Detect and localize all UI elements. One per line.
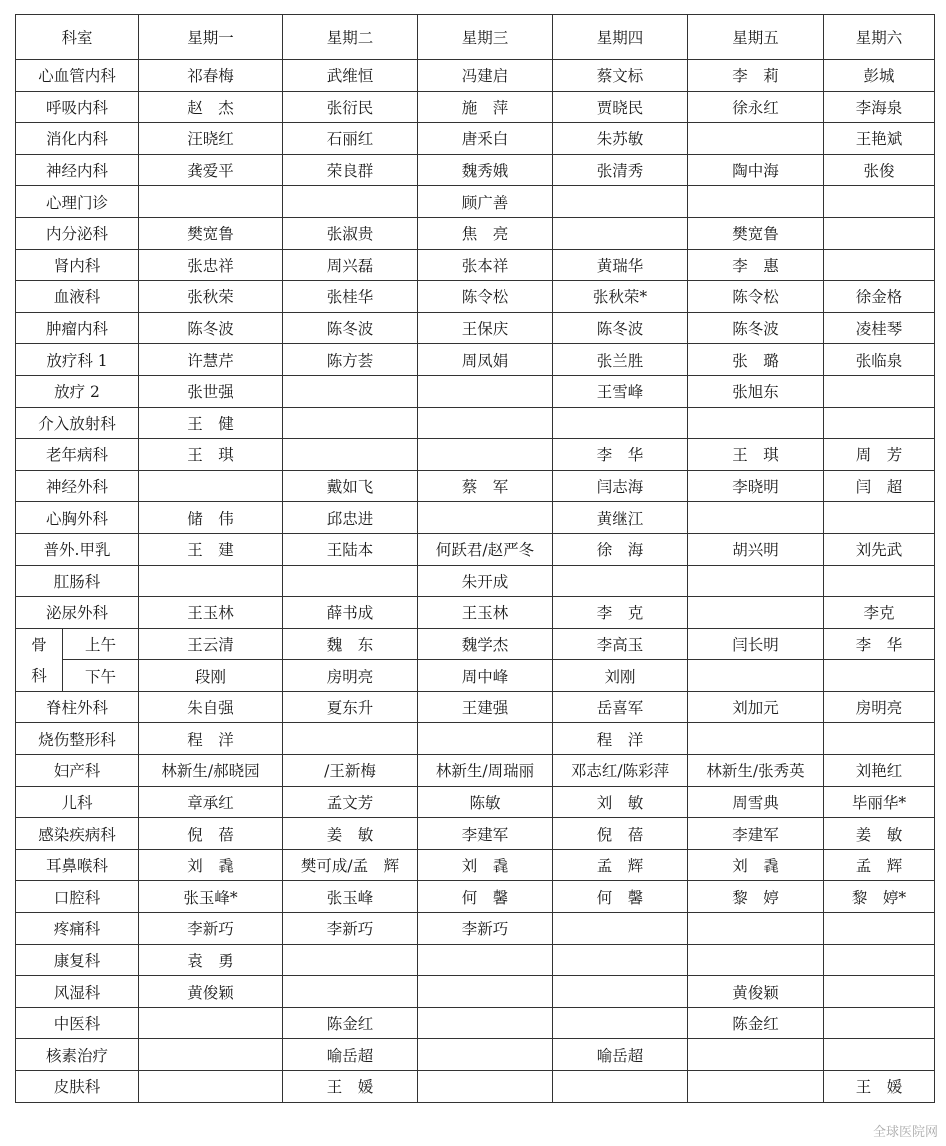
doctor-cell: 李 惠 [688, 249, 824, 281]
doctor-cell: 李克 [824, 597, 935, 629]
doctor-cell: 周雪典 [688, 786, 824, 818]
doctor-cell: 孟 辉 [824, 849, 935, 881]
doctor-cell: 储 伟 [139, 502, 283, 534]
department-name: 感染疾病科 [16, 818, 139, 850]
schedule-row [16, 944, 935, 976]
doctor-cell: 胡兴明 [688, 533, 824, 565]
department-name: 血液科 [16, 281, 139, 313]
doctor-cell: 李晓明 [688, 470, 824, 502]
doctor-cell [688, 186, 824, 218]
doctor-cell: 张清秀 [553, 154, 688, 186]
doctor-cell: 章承红 [139, 786, 283, 818]
doctor-cell [283, 439, 418, 471]
schedule-row [16, 123, 935, 155]
doctor-cell: 程 洋 [553, 723, 688, 755]
schedule-row [16, 881, 935, 913]
doctor-cell [283, 976, 418, 1008]
doctor-cell [418, 1039, 553, 1071]
doctor-cell: 黄俊颖 [139, 976, 283, 1008]
doctor-cell: 陈冬波 [688, 312, 824, 344]
schedule-row [16, 849, 935, 881]
doctor-cell: 刘先武 [824, 533, 935, 565]
doctor-cell: 祁春梅 [139, 60, 283, 92]
doctor-cell [553, 565, 688, 597]
doctor-cell [139, 186, 283, 218]
doctor-cell [418, 407, 553, 439]
doctor-cell: 喻岳超 [283, 1039, 418, 1071]
doctor-cell [824, 1007, 935, 1039]
schedule-row [16, 217, 935, 249]
doctor-cell [553, 407, 688, 439]
doctor-cell: 王 媛 [824, 1071, 935, 1103]
schedule-row [16, 312, 935, 344]
doctor-cell [553, 913, 688, 945]
doctor-cell [283, 723, 418, 755]
doctor-cell [688, 123, 824, 155]
doctor-cell [824, 565, 935, 597]
doctor-cell: 黎 婷 [688, 881, 824, 913]
doctor-cell: 喻岳超 [553, 1039, 688, 1071]
doctor-cell: 李 华 [553, 439, 688, 471]
department-name-bone-top: 骨 [16, 628, 63, 660]
doctor-cell: 王 琪 [688, 439, 824, 471]
doctor-cell: 张桂华 [283, 281, 418, 313]
schedule-row [16, 154, 935, 186]
doctor-cell: 张玉峰* [139, 881, 283, 913]
department-name: 肿瘤内科 [16, 312, 139, 344]
department-name: 普外.甲乳 [16, 533, 139, 565]
department-name: 放疗 2 [16, 375, 139, 407]
doctor-cell: 张秋荣 [139, 281, 283, 313]
department-name: 口腔科 [16, 881, 139, 913]
doctor-cell: 魏 东 [283, 628, 418, 660]
department-name: 介入放射科 [16, 407, 139, 439]
doctor-cell: 李新巧 [418, 913, 553, 945]
header-day: 星期一 [139, 15, 283, 60]
schedule-row-bone-pm [16, 660, 935, 692]
doctor-cell: 汪晓红 [139, 123, 283, 155]
doctor-cell: 段刚 [139, 660, 283, 692]
doctor-cell [824, 660, 935, 692]
doctor-cell [553, 944, 688, 976]
department-name: 儿科 [16, 786, 139, 818]
schedule-row [16, 913, 935, 945]
doctor-cell: 黎 婷* [824, 881, 935, 913]
doctor-cell: 闫志海 [553, 470, 688, 502]
doctor-cell: 王陆本 [283, 533, 418, 565]
doctor-cell: 刘 敏 [553, 786, 688, 818]
doctor-cell: 李 克 [553, 597, 688, 629]
doctor-cell: 何 馨 [418, 881, 553, 913]
doctor-cell [688, 1071, 824, 1103]
doctor-cell: 徐金格 [824, 281, 935, 313]
doctor-cell [688, 565, 824, 597]
doctor-cell [824, 217, 935, 249]
doctor-cell [418, 976, 553, 1008]
doctor-cell: 李新巧 [139, 913, 283, 945]
doctor-cell: 何跃君/赵严冬 [418, 533, 553, 565]
doctor-cell [283, 407, 418, 439]
doctor-cell: 彭城 [824, 60, 935, 92]
doctor-cell: 袁 勇 [139, 944, 283, 976]
doctor-cell: 孟 辉 [553, 849, 688, 881]
doctor-cell: 刘 毳 [688, 849, 824, 881]
doctor-cell: 张本祥 [418, 249, 553, 281]
department-name: 心血管内科 [16, 60, 139, 92]
doctor-cell [553, 976, 688, 1008]
doctor-cell: 王 建 [139, 533, 283, 565]
doctor-cell: 武维恒 [283, 60, 418, 92]
doctor-cell: 陈令松 [688, 281, 824, 313]
department-name: 消化内科 [16, 123, 139, 155]
doctor-cell [283, 186, 418, 218]
schedule-row [16, 407, 935, 439]
schedule-row [16, 786, 935, 818]
doctor-cell: 刘 毳 [139, 849, 283, 881]
doctor-cell: 陈冬波 [283, 312, 418, 344]
doctor-cell: 李建军 [418, 818, 553, 850]
doctor-cell: 王玉林 [139, 597, 283, 629]
doctor-cell: 蔡 军 [418, 470, 553, 502]
doctor-cell: 徐 海 [553, 533, 688, 565]
schedule-row [16, 502, 935, 534]
schedule-row [16, 597, 935, 629]
doctor-cell: 朱自强 [139, 691, 283, 723]
doctor-cell: 陈方荟 [283, 344, 418, 376]
doctor-cell: 闫长明 [688, 628, 824, 660]
doctor-cell: 徐永红 [688, 91, 824, 123]
doctor-cell: 王 琪 [139, 439, 283, 471]
doctor-cell: 黄瑞华 [553, 249, 688, 281]
doctor-cell [824, 375, 935, 407]
doctor-cell [139, 1039, 283, 1071]
doctor-cell: 荣良群 [283, 154, 418, 186]
schedule-row [16, 1039, 935, 1071]
doctor-cell [139, 565, 283, 597]
doctor-cell: 蔡文标 [553, 60, 688, 92]
doctor-cell: 樊宽鲁 [139, 217, 283, 249]
doctor-cell: 李高玉 [553, 628, 688, 660]
doctor-cell: 张玉峰 [283, 881, 418, 913]
doctor-cell: 张俊 [824, 154, 935, 186]
department-name: 烧伤整形科 [16, 723, 139, 755]
doctor-cell: 凌桂琴 [824, 312, 935, 344]
doctor-cell: 薛书成 [283, 597, 418, 629]
schedule-row [16, 60, 935, 92]
schedule-row [16, 818, 935, 850]
doctor-cell [283, 944, 418, 976]
doctor-cell [688, 597, 824, 629]
doctor-cell: 孟文芳 [283, 786, 418, 818]
doctor-cell: 陈冬波 [553, 312, 688, 344]
watermark-logo: 全球医院网 [872, 1125, 938, 1140]
department-name: 中医科 [16, 1007, 139, 1039]
doctor-cell [139, 1071, 283, 1103]
department-name: 老年病科 [16, 439, 139, 471]
department-name: 皮肤科 [16, 1071, 139, 1103]
doctor-cell: 樊宽鲁 [688, 217, 824, 249]
doctor-cell: 魏秀娥 [418, 154, 553, 186]
department-name: 放疗科 1 [16, 344, 139, 376]
doctor-cell: /王新梅 [283, 755, 418, 787]
doctor-cell [418, 502, 553, 534]
doctor-cell: 岳喜军 [553, 691, 688, 723]
doctor-cell [283, 565, 418, 597]
schedule-row [16, 249, 935, 281]
doctor-cell: 张衍民 [283, 91, 418, 123]
doctor-cell [688, 944, 824, 976]
department-name: 泌尿外科 [16, 597, 139, 629]
schedule-row [16, 755, 935, 787]
header-row [16, 15, 935, 60]
doctor-cell: 唐釆白 [418, 123, 553, 155]
doctor-cell [824, 976, 935, 1008]
doctor-cell: 刘 毳 [418, 849, 553, 881]
header-day: 星期二 [283, 15, 418, 60]
doctor-cell: 周 芳 [824, 439, 935, 471]
doctor-cell [139, 1007, 283, 1039]
schedule-row [16, 691, 935, 723]
doctor-cell [139, 470, 283, 502]
department-name: 心理门诊 [16, 186, 139, 218]
doctor-cell: 张世强 [139, 375, 283, 407]
doctor-cell: 刘加元 [688, 691, 824, 723]
schedule-row [16, 470, 935, 502]
doctor-cell [824, 1039, 935, 1071]
doctor-cell: 刘艳红 [824, 755, 935, 787]
doctor-cell: 石丽红 [283, 123, 418, 155]
schedule-row [16, 375, 935, 407]
doctor-cell: 焦 亮 [418, 217, 553, 249]
doctor-cell: 张淑贵 [283, 217, 418, 249]
doctor-cell: 施 萍 [418, 91, 553, 123]
schedule-row [16, 281, 935, 313]
header-day: 星期四 [553, 15, 688, 60]
doctor-cell: 张秋荣* [553, 281, 688, 313]
doctor-cell: 姜 敏 [283, 818, 418, 850]
schedule-row [16, 186, 935, 218]
doctor-cell: 贾晓民 [553, 91, 688, 123]
doctor-cell [688, 1039, 824, 1071]
schedule-row [16, 1007, 935, 1039]
department-name: 肾内科 [16, 249, 139, 281]
doctor-cell [418, 1007, 553, 1039]
department-name: 核素治疗 [16, 1039, 139, 1071]
doctor-cell: 张 璐 [688, 344, 824, 376]
session-label-am: 上午 [63, 628, 139, 660]
doctor-cell [418, 375, 553, 407]
doctor-cell: 房明亮 [824, 691, 935, 723]
doctor-cell: 王 媛 [283, 1071, 418, 1103]
doctor-cell [688, 913, 824, 945]
doctor-cell: 李海泉 [824, 91, 935, 123]
doctor-cell [824, 502, 935, 534]
doctor-cell: 王云清 [139, 628, 283, 660]
doctor-cell: 何 馨 [553, 881, 688, 913]
schedule-row [16, 91, 935, 123]
department-name: 内分泌科 [16, 217, 139, 249]
doctor-cell: 倪 蓓 [553, 818, 688, 850]
doctor-cell [418, 1071, 553, 1103]
doctor-cell: 房明亮 [283, 660, 418, 692]
doctor-cell: 张旭东 [688, 375, 824, 407]
doctor-cell: 姜 敏 [824, 818, 935, 850]
doctor-cell: 刘刚 [553, 660, 688, 692]
doctor-cell: 陈冬波 [139, 312, 283, 344]
schedule-row-bone-am [16, 628, 935, 660]
doctor-cell: 邱忠进 [283, 502, 418, 534]
doctor-cell: 冯建启 [418, 60, 553, 92]
department-name: 神经内科 [16, 154, 139, 186]
schedule-row [16, 1071, 935, 1103]
schedule-row [16, 976, 935, 1008]
doctor-cell [418, 439, 553, 471]
doctor-cell [553, 1007, 688, 1039]
doctor-cell [824, 723, 935, 755]
doctor-cell: 李 华 [824, 628, 935, 660]
doctor-cell: 张临泉 [824, 344, 935, 376]
doctor-cell: 王 健 [139, 407, 283, 439]
doctor-cell: 李建军 [688, 818, 824, 850]
doctor-cell: 闫 超 [824, 470, 935, 502]
doctor-cell [688, 407, 824, 439]
doctor-cell: 王雪峰 [553, 375, 688, 407]
doctor-cell: 林新生/周瑞丽 [418, 755, 553, 787]
doctor-cell: 李 莉 [688, 60, 824, 92]
doctor-cell: 周兴磊 [283, 249, 418, 281]
header-day: 星期三 [418, 15, 553, 60]
doctor-cell [283, 375, 418, 407]
doctor-cell: 周中峰 [418, 660, 553, 692]
doctor-cell [553, 1071, 688, 1103]
doctor-cell: 朱开成 [418, 565, 553, 597]
schedule-row [16, 344, 935, 376]
doctor-cell: 朱苏敏 [553, 123, 688, 155]
department-name: 心胸外科 [16, 502, 139, 534]
doctor-cell: 魏学杰 [418, 628, 553, 660]
department-name: 肛肠科 [16, 565, 139, 597]
doctor-cell [553, 186, 688, 218]
doctor-cell: 程 洋 [139, 723, 283, 755]
doctor-cell [824, 913, 935, 945]
header-department: 科室 [16, 15, 139, 60]
doctor-cell: 林新生/张秀英 [688, 755, 824, 787]
doctor-cell [418, 944, 553, 976]
doctor-cell: 黄继江 [553, 502, 688, 534]
doctor-cell: 陈令松 [418, 281, 553, 313]
duty-schedule-table [15, 14, 935, 1103]
doctor-cell: 顾广善 [418, 186, 553, 218]
doctor-cell: 许慧芹 [139, 344, 283, 376]
doctor-cell: 张忠祥 [139, 249, 283, 281]
doctor-cell: 樊可成/孟 辉 [283, 849, 418, 881]
doctor-cell: 戴如飞 [283, 470, 418, 502]
doctor-cell [688, 502, 824, 534]
department-name: 耳鼻喉科 [16, 849, 139, 881]
doctor-cell: 夏东升 [283, 691, 418, 723]
schedule-row [16, 723, 935, 755]
doctor-cell: 倪 蓓 [139, 818, 283, 850]
doctor-cell: 邓志红/陈彩萍 [553, 755, 688, 787]
doctor-cell: 黄俊颖 [688, 976, 824, 1008]
department-name: 康复科 [16, 944, 139, 976]
department-name: 神经外科 [16, 470, 139, 502]
doctor-cell [824, 186, 935, 218]
schedule-row [16, 439, 935, 471]
doctor-cell: 毕丽华* [824, 786, 935, 818]
doctor-cell: 王玉林 [418, 597, 553, 629]
department-name: 脊柱外科 [16, 691, 139, 723]
doctor-cell: 陈金红 [283, 1007, 418, 1039]
doctor-cell [824, 407, 935, 439]
header-day: 星期五 [688, 15, 824, 60]
department-name: 呼吸内科 [16, 91, 139, 123]
doctor-cell: 周凤娟 [418, 344, 553, 376]
doctor-cell: 赵 杰 [139, 91, 283, 123]
doctor-cell: 陈金红 [688, 1007, 824, 1039]
doctor-cell [688, 723, 824, 755]
department-name: 疼痛科 [16, 913, 139, 945]
doctor-cell: 陈敏 [418, 786, 553, 818]
doctor-cell: 王保庆 [418, 312, 553, 344]
session-label-pm: 下午 [63, 660, 139, 692]
doctor-cell: 张兰胜 [553, 344, 688, 376]
doctor-cell: 陶中海 [688, 154, 824, 186]
department-name-bone-bottom: 科 [16, 660, 63, 692]
doctor-cell: 王建强 [418, 691, 553, 723]
doctor-cell: 王艳斌 [824, 123, 935, 155]
doctor-cell: 李新巧 [283, 913, 418, 945]
doctor-cell: 林新生/郝晓园 [139, 755, 283, 787]
header-day: 星期六 [824, 15, 935, 60]
department-name: 风湿科 [16, 976, 139, 1008]
doctor-cell: 龚爱平 [139, 154, 283, 186]
doctor-cell [824, 249, 935, 281]
schedule-row [16, 533, 935, 565]
doctor-cell [688, 660, 824, 692]
doctor-cell [824, 944, 935, 976]
doctor-cell [553, 217, 688, 249]
department-name: 妇产科 [16, 755, 139, 787]
doctor-cell [418, 723, 553, 755]
schedule-row [16, 565, 935, 597]
